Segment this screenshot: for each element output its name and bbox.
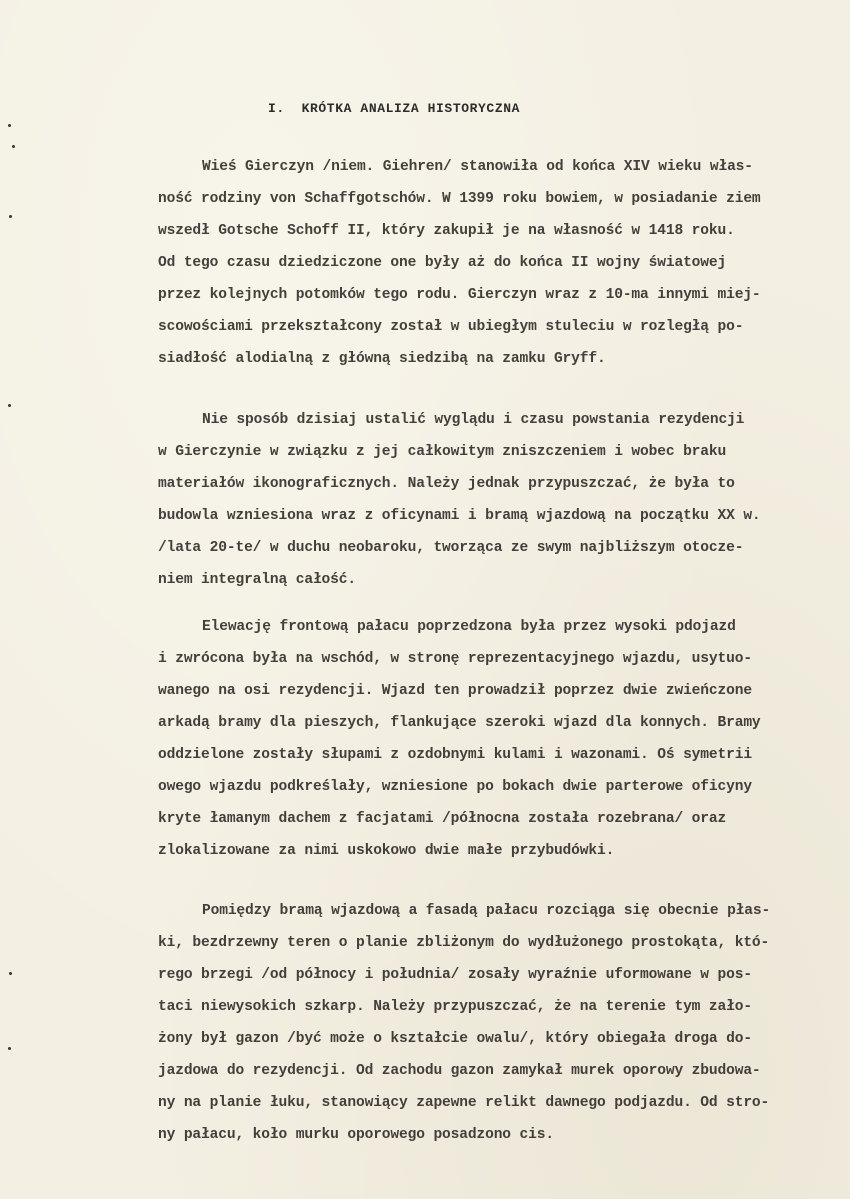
paragraph-line: taci niewysokich szkarp. Należy przypuszczać, że na terenie tym zało- — [158, 999, 752, 1015]
paragraph-line: materiałów ikonograficznych. Należy jednak przypuszczać, że była to — [158, 476, 735, 492]
margin-mark — [9, 215, 12, 218]
paragraph-line: rego brzegi /od północy i południa/ zosały wyraźnie uformowane w pos- — [158, 967, 752, 983]
margin-mark — [9, 972, 12, 975]
margin-mark — [8, 1047, 11, 1050]
paragraph-line: niem integralną całość. — [158, 572, 356, 588]
section-title: I. KRÓTKA ANALIZA HISTORYCZNA — [268, 101, 521, 116]
paragraph-line: owego wjazdu podkreślały, wzniesione po bokach dwie parterowe oficyny — [158, 779, 752, 795]
paragraph-line: i zwrócona była na wschód, w stronę reprezentacyjnego wjazdu, usytuo- — [158, 651, 752, 667]
margin-mark — [12, 145, 15, 148]
paragraph-line: scowościami przekształcony został w ubiegłym stuleciu w rozległą po- — [158, 319, 744, 335]
paragraph-line: arkadą bramy dla pieszych, flankujące szeroki wjazd dla konnych. Bramy — [158, 715, 761, 731]
paragraph-line: ny pałacu, koło murku oporowego posadzono cis. — [158, 1127, 554, 1143]
paragraph-line: żony był gazon /być może o kształcie owalu/, który obiegała droga do- — [158, 1031, 752, 1047]
paragraph-line: oddzielone zostały słupami z ozdobnymi kulami i wazonami. Oś symetrii — [158, 747, 752, 763]
paragraph-line: wszedł Gotsche Schoff II, który zakupił je na własność w 1418 roku. — [158, 223, 735, 239]
paragraph-first-line: Elewację frontową pałacu poprzedzona była przez wysoki pdojazd — [202, 619, 736, 635]
paragraph-line: ność rodziny von Schaffgotschów. W 1399 roku bowiem, w posiadanie ziem — [158, 191, 761, 207]
paragraph-line: budowla wzniesiona wraz z oficynami i bramą wjazdową na początku XX w. — [158, 508, 761, 524]
paragraph-line: ny na planie łuku, stanowiący zapewne relikt dawnego podjazdu. Od stro- — [158, 1095, 770, 1111]
paragraph-line: Od tego czasu dziedziczone one były aż do końca II wojny światowej — [158, 255, 727, 271]
paragraph-line: kryte łamanym dachem z facjatami /północna została rozebrana/ oraz — [158, 811, 727, 827]
paragraph-first-line: Nie sposób dzisiaj ustalić wyglądu i czasu powstania rezydencji — [202, 412, 745, 428]
paragraph-line: ki, bezdrzewny teren o planie zbliżonym do wydłużonego prostokąta, któ- — [158, 935, 770, 951]
paragraph-line: jazdowa do rezydencji. Od zachodu gazon zamykał murek oporowy zbudowa- — [158, 1063, 761, 1079]
paragraph-line: wanego na osi rezydencji. Wjazd ten prowadził poprzez dwie zwieńczone — [158, 683, 752, 699]
paragraph-line: przez kolejnych potomków tego rodu. Gierczyn wraz z 10-ma innymi miej- — [158, 287, 761, 303]
paragraph-line: zlokalizowane za nimi uskokowo dwie małe przybudówki. — [158, 843, 615, 859]
paragraph-line: /lata 20-te/ w duchu neobaroku, tworząca ze swym najbliższym otocze- — [158, 540, 744, 556]
paragraph-first-line: Wieś Gierczyn /niem. Giehren/ stanowiła od końca XIV wieku włas- — [202, 159, 753, 175]
paragraph-line: w Gierczynie w związku z jej całkowitym zniszczeniem i wobec braku — [158, 444, 727, 460]
paragraph-first-line: Pomiędzy bramą wjazdową a fasadą pałacu rozciąga się obecnie płas- — [202, 903, 771, 919]
margin-mark — [8, 124, 11, 127]
margin-mark — [8, 404, 11, 407]
paragraph-line: siadłość alodialną z główną siedzibą na zamku Gryff. — [158, 351, 606, 367]
